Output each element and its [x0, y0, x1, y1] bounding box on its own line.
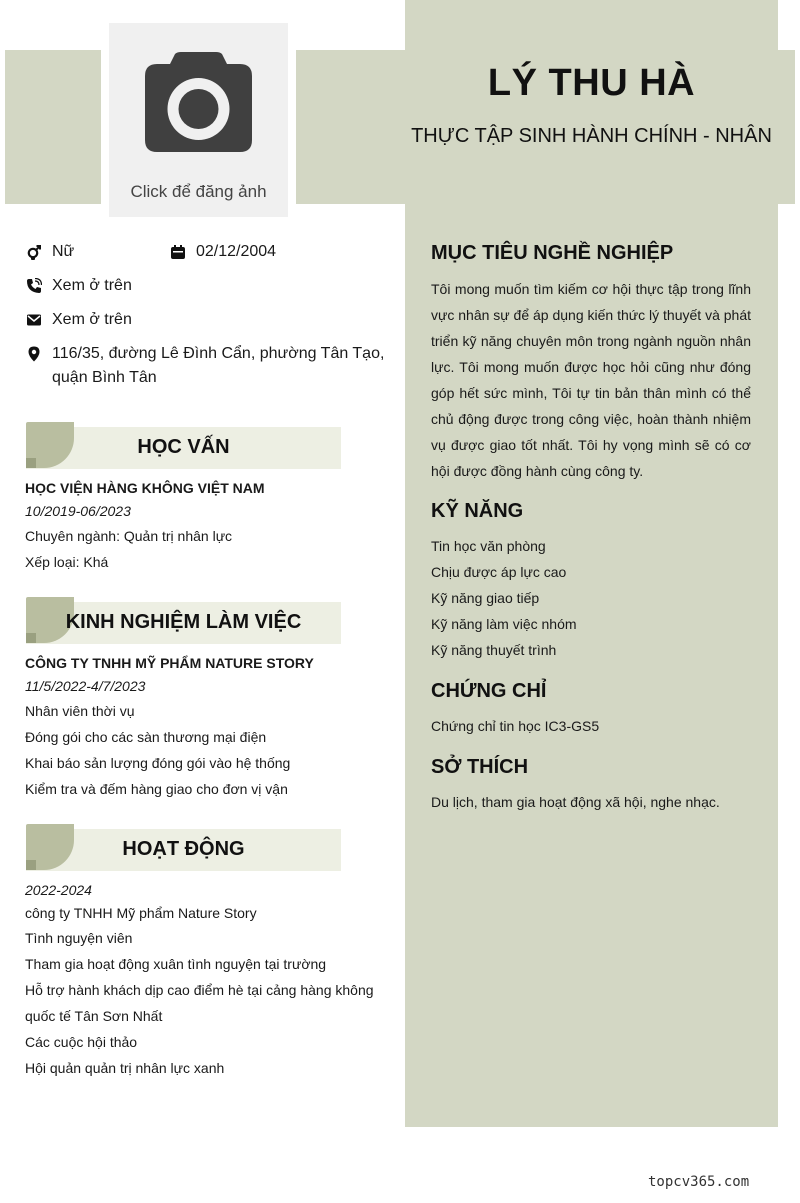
education-major: Chuyên ngành: Quản trị nhân lực	[25, 528, 233, 544]
activity-item: công ty TNHH Mỹ phẩm Nature Story	[25, 905, 257, 921]
camera-icon	[145, 52, 252, 152]
activities-period: 2022-2024	[25, 882, 92, 898]
education-grade: Xếp loại: Khá	[25, 554, 109, 570]
skill-item: Chịu được áp lực cao	[431, 564, 567, 580]
gender-icon	[26, 244, 42, 260]
experience-item: Kiểm tra và đếm hàng giao cho đơn vị vận	[25, 781, 288, 797]
activity-item: Tình nguyện viên	[25, 930, 133, 946]
experience-item: Nhân viên thời vụ	[25, 703, 135, 719]
activity-item: Hội quản quản trị nhân lực xanh	[25, 1060, 225, 1076]
experience-heading	[26, 597, 341, 643]
activity-item: Hỗ trợ hành khách dịp cao điểm hè tại cảng hàng không	[25, 982, 374, 998]
photo-upload-label: Click để đăng ảnh	[130, 182, 267, 201]
birthdate-value: 02/12/2004	[196, 243, 277, 260]
experience-heading-label: KINH NGHIỆM LÀM VIỆC	[65, 611, 302, 633]
phone-icon	[26, 278, 42, 294]
gender-value: Nữ	[52, 243, 75, 260]
education-school: HỌC VIỆN HÀNG KHÔNG VIỆT NAM	[25, 480, 265, 496]
candidate-name: LÝ THU HÀ	[487, 62, 696, 104]
skill-item: Kỹ năng làm việc nhóm	[431, 616, 577, 632]
objective-heading: MỤC TIÊU NGHỀ NGHIỆP	[431, 242, 674, 264]
watermark: topcv365.com	[648, 1174, 750, 1190]
activity-item: quốc tế Tân Sơn Nhất	[25, 1008, 163, 1024]
envelope-icon	[26, 312, 42, 328]
job-title: THỰC TẬP SINH HÀNH CHÍNH - NHÂN	[411, 125, 772, 147]
skills-heading: KỸ NĂNG	[431, 500, 524, 522]
photo-upload[interactable]	[109, 23, 288, 217]
header-band-left	[5, 50, 101, 204]
header-band-middle	[296, 50, 406, 204]
experience-item: Khai báo sản lượng đóng gói vào hệ thống	[25, 755, 291, 771]
skill-item: Kỹ năng giao tiếp	[431, 590, 540, 606]
location-pin-icon	[26, 346, 42, 362]
experience-item: Đóng gói cho các sàn thương mại điện	[25, 729, 267, 745]
activity-item: Các cuộc hội thảo	[25, 1034, 138, 1050]
skill-item: Tin học văn phòng	[431, 538, 546, 554]
activity-item: Tham gia hoạt động xuân tình nguyện tại trường	[25, 956, 327, 972]
email-value: Xem ở trên	[52, 311, 132, 328]
skill-item: Kỹ năng thuyết trình	[431, 642, 557, 658]
phone-value: Xem ở trên	[52, 277, 132, 294]
header-band-right	[777, 50, 795, 204]
objective-text: Tôi mong muốn tìm kiếm cơ hội thực tập trong lĩnh vực nhân sự để áp dụng kiến thức lý thuyết và phát triển kỹ năng chuyên môn trong ngành nguồn nhân lực. Tôi mong muốn được học hỏi cũng như đóng góp hết sức mình, Tôi tự tin bản thân mình có thể chủ động được trong công việc, hoàn thành nhiệm vụ được giao tốt nhất. Tôi hy vọng mình sẽ có cơ hội được đồng hành cùng công ty.	[431, 281, 751, 479]
education-period: 10/2019-06/2023	[25, 503, 131, 519]
hobbies-text: Du lịch, tham gia hoạt động xã hội, nghe nhạc.	[431, 794, 720, 810]
activities-heading	[26, 824, 341, 870]
hobbies-heading: SỞ THÍCH	[431, 756, 529, 778]
education-heading-label: HỌC VẤN	[137, 436, 230, 458]
education-heading	[26, 422, 341, 468]
certificate-item: Chứng chỉ tin học IC3-GS5	[431, 718, 600, 734]
experience-period: 11/5/2022-4/7/2023	[25, 678, 146, 694]
calendar-icon	[170, 244, 186, 260]
certificates-heading: CHỨNG CHỈ	[431, 680, 547, 702]
address-value: 116/35, đường Lê Đình Cẩn, phường Tân Tạo, quận Bình Tân	[52, 345, 385, 386]
experience-company: CÔNG TY TNHH MỸ PHẨM NATURE STORY	[25, 655, 314, 671]
activities-heading-label: HOẠT ĐỘNG	[122, 838, 245, 860]
